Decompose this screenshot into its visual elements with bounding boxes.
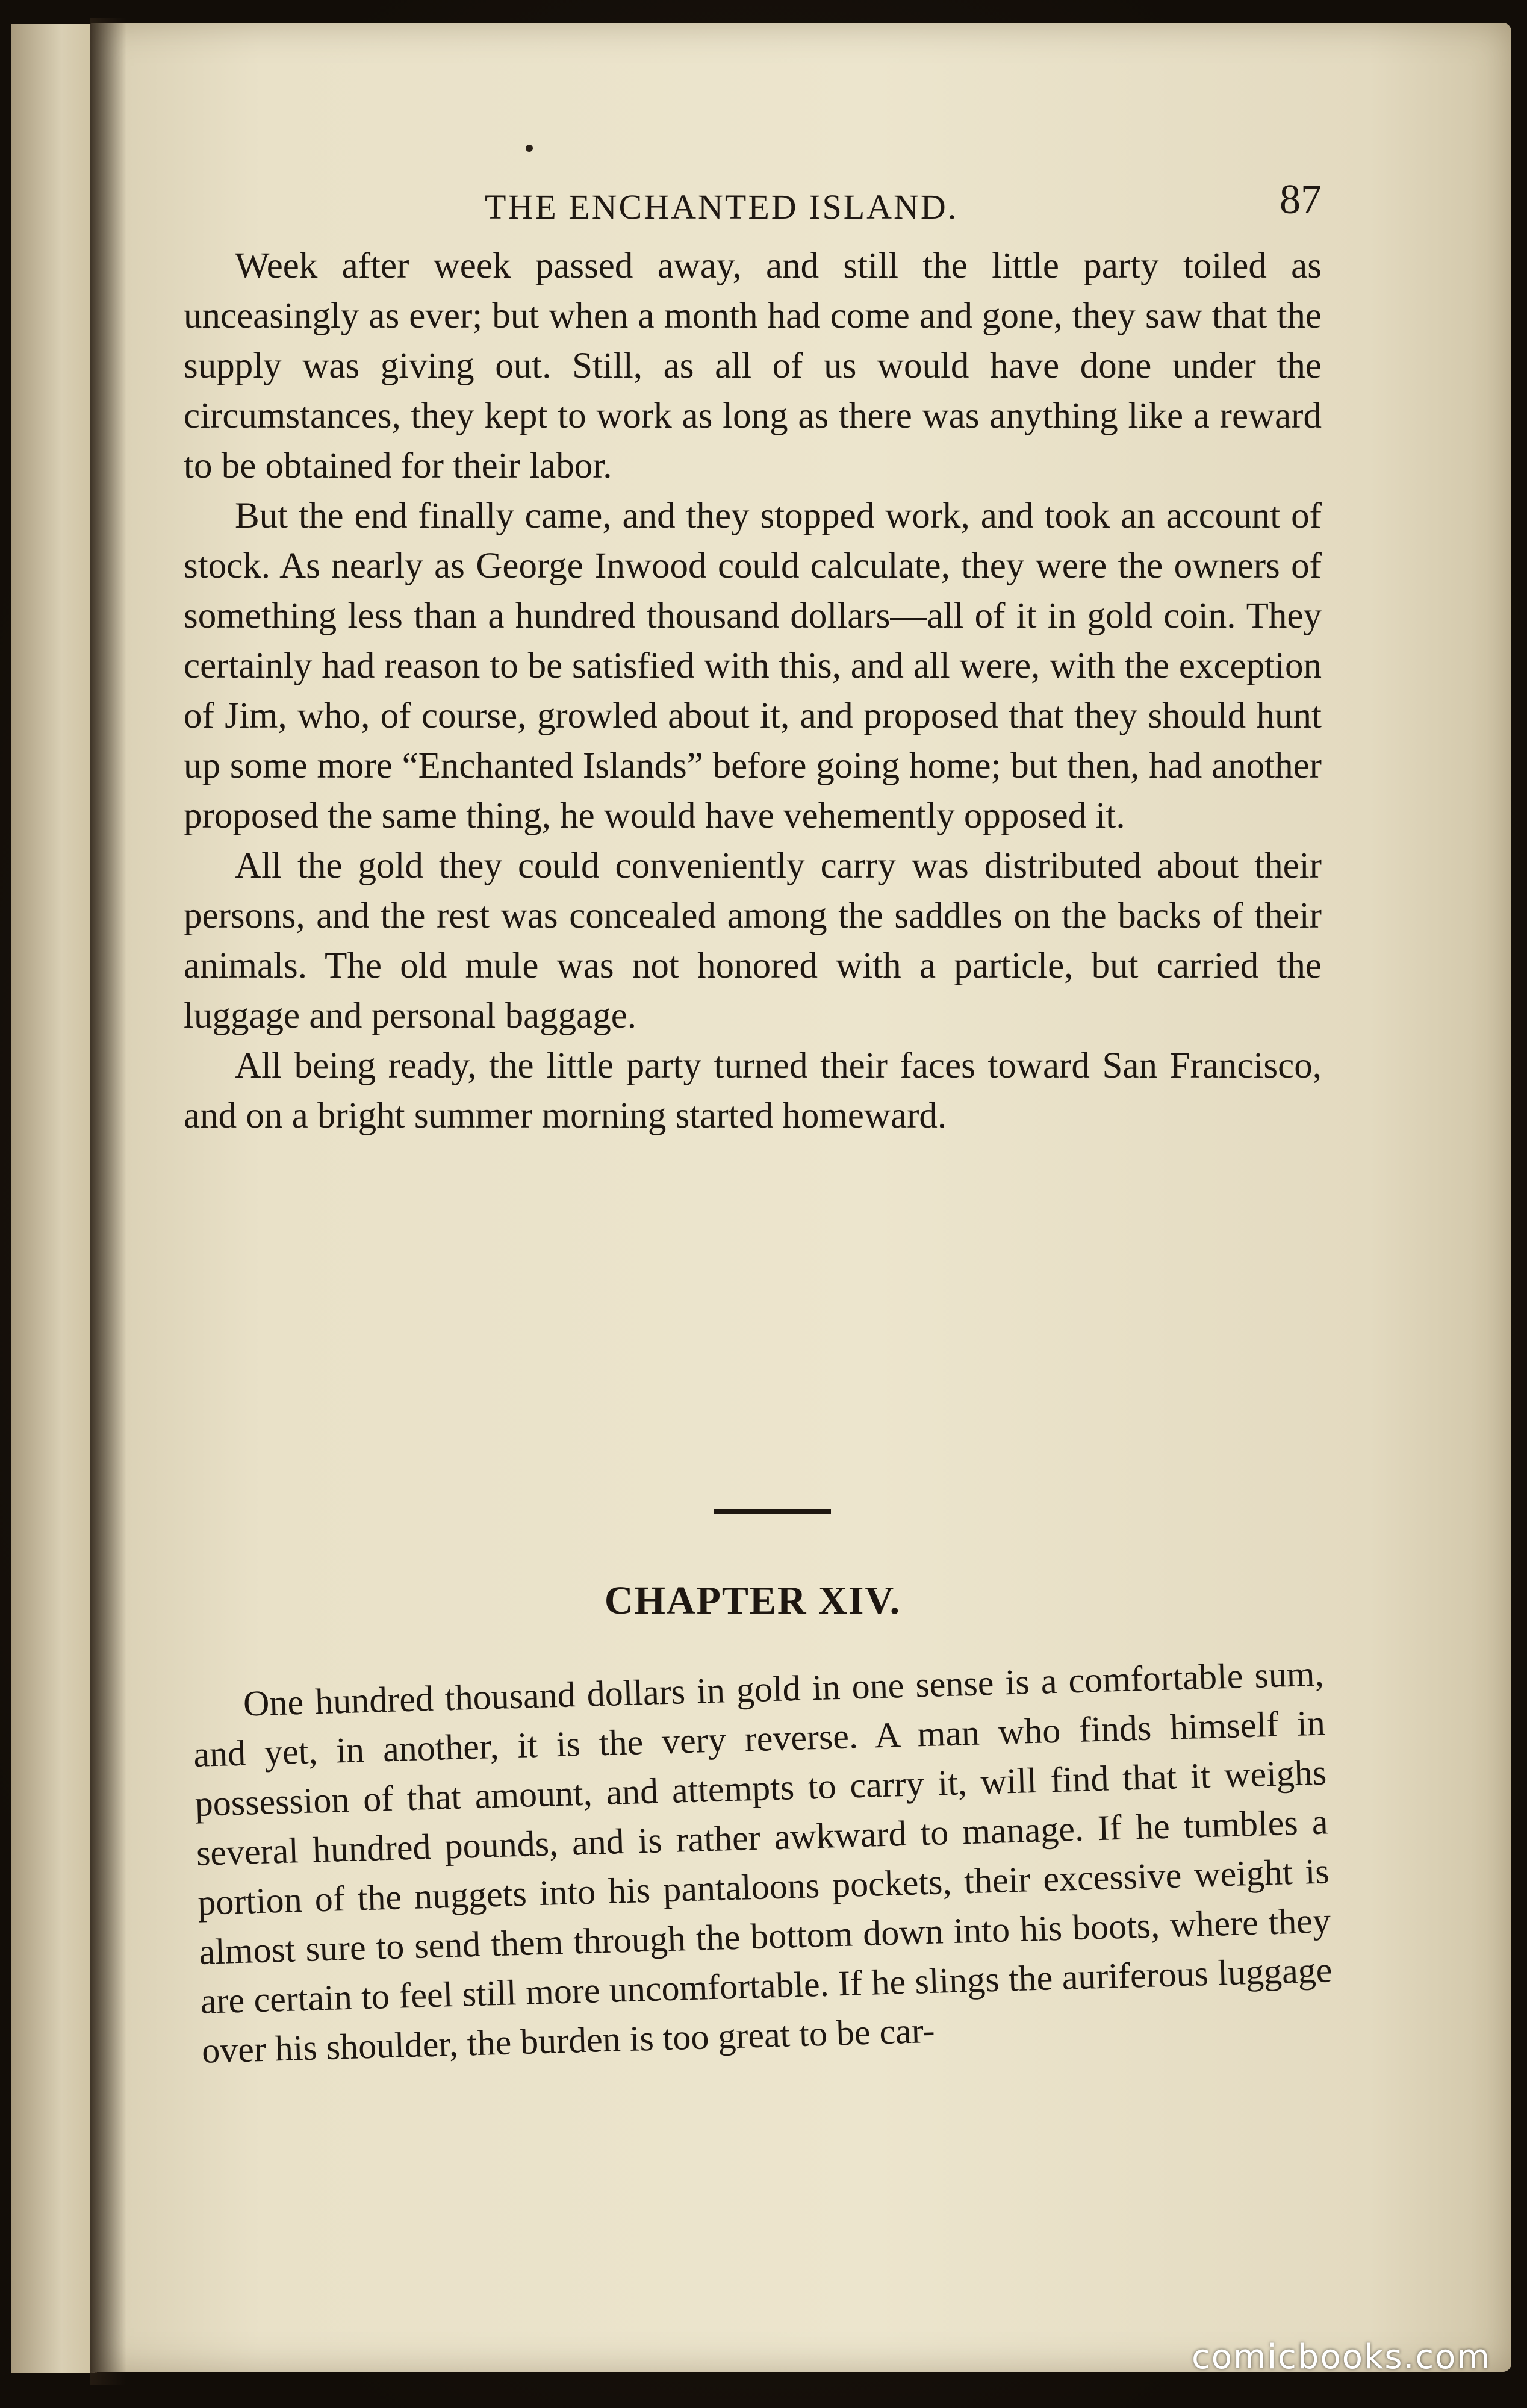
paragraph: All the gold they could conveniently carry was distributed about their persons, and the rest was concealed among the saddles on the backs of their animals. The old mule was not honored with a particle, but carried the luggage and personal baggage. bbox=[184, 846, 1322, 1036]
paragraph: But the end finally came, and they stopped work, and took an account of stock. As nearly as George Inwood could calculate, they were the owners of something less than a hundred thousand dollars—all of it in gold coin. They certainly had reason to be satisfied with this, and all were, with the exception of Jim, who, of course, growled about it, and proposed that they should hunt up some more “Enchanted Islands” before going home; but then, had another proposed the same thing, he would have vehemently opposed it. bbox=[184, 496, 1322, 836]
paragraph: All being ready, the little party turned their faces toward San Francisco, and on a bright summer morning started homeward. bbox=[184, 1046, 1322, 1136]
body-text bbox=[184, 241, 1322, 1141]
running-title: THE ENCHANTED ISLAND. bbox=[485, 187, 959, 226]
chapter-text bbox=[191, 1649, 1334, 2076]
paragraph: Week after week passed away, and still the little party toiled as unceasingly as ever; but when a month had come and gone, they saw that the supply was giving out. Still, as all of us would have done under the circumstances, they kept to work as long as there was anything like a reward to be obtained for their labor. bbox=[184, 246, 1322, 486]
gutter-shadow bbox=[90, 18, 126, 2385]
page-speck bbox=[526, 145, 533, 152]
watermark: comicbooks.com bbox=[1191, 2338, 1491, 2377]
page-number: 87 bbox=[1280, 176, 1322, 223]
running-head bbox=[388, 176, 1358, 235]
paragraph: One hundred thousand dollars in gold in one sense is a comfortable sum, and yet, in another, it is the very reverse. A man who finds himself in possession of that amount, and attempts to carry it, will find that it weighs several hundred pounds, and is rather awkward to manage. If he tumbles a portion of the nuggets into his pantaloons pockets, their excessive weight is almost sure to send them through the bottom down into his boots, where they are certain to feel still more uncomfortable. If he slings the auriferous luggage over his shoulder, the burden is too great to be car- bbox=[193, 1653, 1333, 2071]
section-rule bbox=[714, 1509, 831, 1514]
chapter-heading: CHAPTER XIV. bbox=[604, 1579, 901, 1623]
facing-page-edge bbox=[11, 24, 97, 2373]
